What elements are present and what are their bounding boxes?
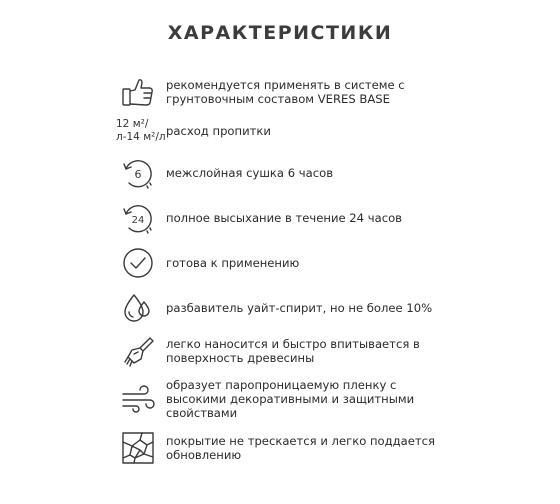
item-no-cracking: [116, 428, 446, 468]
item-text: легко наносится и быстро впитывается в поверхность древесины: [166, 337, 420, 365]
consumption-rate: 12 м²/л-14 м²/л: [116, 118, 166, 143]
item-drying-24: [116, 198, 446, 238]
item-application: [116, 331, 446, 371]
item-text: готова к применению: [166, 256, 300, 270]
item-text: рекомендуется применять в системе с грунтовочным составом VERES BASE: [166, 78, 405, 106]
clock-24-icon: [116, 198, 160, 238]
item-ready: [116, 243, 446, 283]
item-consumption: [116, 118, 446, 144]
page-title: ХАРАКТЕРИСТИКИ: [167, 22, 393, 44]
item-text: образует паропроницаемую пленку с высокими декоративными и защитными свойствами: [166, 378, 415, 420]
item-text: разбавитель уайт-спирит, но не более 10%: [166, 301, 433, 315]
thumbs-up-icon: [116, 72, 160, 112]
item-thinner: [116, 288, 446, 328]
wind-icon: [116, 379, 160, 419]
item-text: полное высыхание в течение 24 часов: [166, 211, 403, 225]
cracked-tile-icon: [116, 428, 160, 468]
brush-icon: [116, 331, 160, 371]
check-circle-icon: [116, 243, 160, 283]
item-text: расход пропитки: [166, 124, 271, 138]
item-text: межслойная сушка 6 часов: [166, 166, 334, 180]
item-text: покрытие не трескается и легко поддается обновлению: [166, 434, 436, 462]
item-film: [116, 378, 446, 420]
clock-6-icon: [116, 153, 160, 193]
drops-icon: [116, 288, 160, 328]
clock-label: 24: [131, 215, 145, 226]
item-drying-6: [116, 153, 446, 193]
clock-label: 6: [134, 168, 142, 181]
item-system: [116, 72, 446, 112]
